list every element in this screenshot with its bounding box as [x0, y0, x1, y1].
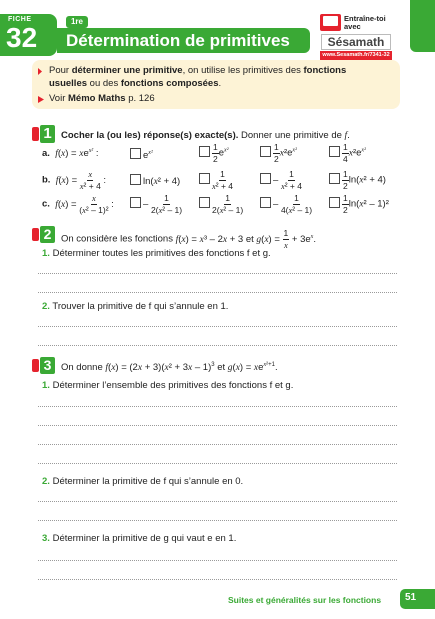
ex1-prompt-text: Donner une primitive de — [238, 130, 345, 141]
ex3-q3-label: 3. — [42, 533, 50, 544]
ex1-prompt-bold: Cocher la (ou les) réponse(s) exacte(s). — [61, 130, 239, 141]
fraction: $\frac{1}{\text{x² + 4}}$ — [280, 169, 302, 191]
ex1-b-choice-2[interactable] — [199, 170, 233, 190]
answer-line[interactable] — [38, 406, 397, 407]
intro-bold-3: usuelles — [49, 78, 88, 89]
fiche-number: 32 — [6, 22, 38, 53]
sesamath-line1: Entraîne-toi — [344, 14, 386, 23]
page-number: 51 — [405, 592, 417, 603]
page-number-tab — [400, 589, 435, 609]
row-b-function: f(x) = $\frac{x}{\text{x² + 4}}$ : — [55, 169, 107, 191]
answer-line[interactable] — [38, 501, 397, 502]
intro-text-3: ou des — [87, 78, 121, 89]
ex2-bullet-icon — [32, 228, 39, 241]
answer-line[interactable] — [38, 326, 397, 327]
memo-bold: Mémo Maths — [68, 93, 126, 104]
intro-box — [32, 60, 400, 109]
ex1-bullet-icon — [32, 127, 39, 141]
intro-text-4: . — [218, 78, 222, 89]
checkbox[interactable] — [130, 148, 141, 159]
ex1-row-b-label — [42, 170, 106, 190]
answer-line[interactable] — [38, 273, 397, 274]
checkbox[interactable] — [199, 173, 210, 184]
ex2-q1-label: 1. — [42, 248, 50, 259]
ex2-q1 — [42, 248, 271, 259]
ex3-q1-label: 1. — [42, 380, 50, 391]
checkbox[interactable] — [260, 146, 271, 157]
ex2-functions: f(x) = x³ – 2x + 3 et g(x) = $\frac{1}{x}$ + $3e^x$. — [175, 228, 316, 250]
checkbox[interactable] — [199, 146, 210, 157]
answer-line[interactable] — [38, 520, 397, 521]
ex1-number: 1 — [43, 125, 52, 142]
intro-memo-ref — [49, 92, 155, 105]
ex2-number-badge — [32, 226, 56, 243]
intro-bullet-icon — [38, 68, 42, 75]
sesamath-monitor-screen — [323, 16, 338, 26]
intro-bold-4: fonctions composées — [120, 78, 219, 89]
fraction: $\frac{1}{2}$ — [274, 142, 279, 164]
sesamath-url[interactable]: www.Sesamath.fr/7341-32 — [320, 51, 392, 60]
ex3-q2-label: 2. — [42, 476, 50, 487]
intro-bold-2: fonctions — [303, 65, 347, 76]
memo-text-1: Voir — [49, 93, 69, 104]
ex1-a-choice-2[interactable]: $\frac{1}{2}$ $e^{x^2}$ — [199, 143, 229, 163]
level-badge — [66, 16, 88, 28]
ex2-q2 — [42, 301, 228, 312]
ex1-row-a-label — [42, 148, 99, 159]
ex1-a-choice-3[interactable]: $\frac{1}{2}$ $x^2e^{x^2}$ — [260, 143, 297, 163]
fiche-badge — [0, 14, 57, 56]
checkbox[interactable] — [329, 197, 340, 208]
row-c-letter: c. — [42, 198, 50, 210]
ex3-q1 — [42, 380, 293, 391]
ex3-number-badge — [32, 357, 56, 374]
checkbox[interactable] — [260, 173, 271, 184]
sesamath-box — [320, 14, 392, 64]
answer-line[interactable] — [38, 463, 397, 464]
ex3-bullet-icon — [32, 359, 39, 372]
ex1-prompt-f: f — [344, 131, 348, 141]
ex2-q1-text: Déterminer toutes les primitives des fonctions f et g. — [52, 248, 271, 259]
checkbox[interactable] — [260, 197, 271, 208]
answer-line[interactable] — [38, 560, 397, 561]
memo-text-2: p. 126 — [125, 93, 155, 104]
fiche-label: FICHE — [8, 16, 32, 23]
ex3-prompt-text: On donne — [61, 362, 103, 374]
fraction: $\frac{1}{\text{x² + 4}}$ — [212, 169, 234, 191]
sesamath-logo: Sésamath — [321, 34, 391, 50]
ex1-b-choice-4[interactable]: $\frac{1}{2}$ ln(x² + 4) — [329, 170, 386, 190]
checkbox[interactable] — [329, 173, 340, 184]
ex2-q2-text: Trouver la primitive de f qui s’annule en 1. — [52, 301, 229, 312]
sesamath-line2: avec — [344, 22, 361, 31]
ex1-prompt-end: . — [347, 130, 350, 141]
ex3-q2-text: Déterminer la primitive de f qui s’annule en 0. — [52, 476, 244, 487]
ex1-number-badge — [32, 125, 56, 143]
ex1-b-choice-1[interactable]: ln(x² + 4) — [130, 174, 180, 187]
answer-line[interactable] — [38, 444, 397, 445]
ex1-b-choice-3[interactable]: – $\frac{1}{\text{x² + 4}}$ — [260, 170, 302, 190]
ex1-c-choice-3[interactable]: – $\frac{1}{\text{4(x² – 1)}}$ — [260, 194, 312, 214]
row-a-letter: a. — [42, 148, 50, 160]
checkbox[interactable] — [130, 197, 141, 208]
ex2-q2-label: 2. — [42, 301, 50, 312]
ex2-number: 2 — [43, 226, 52, 242]
ex3-q3-text: Déterminer la primitive de g qui vaut e en 1. — [52, 533, 237, 544]
ex1-c-choice-4[interactable]: $\frac{1}{2}$ ln(x² – 1)² — [329, 194, 389, 214]
fraction: $\frac{1}{\text{4(x² – 1)}}$ — [280, 193, 313, 215]
ex3-prompt — [61, 362, 278, 373]
ex3-functions: $f(x) = (2x + 3)(x^2 + 3x - 1)^3$ et $g(x) = xe^{x^2+1}$. — [105, 362, 278, 374]
row-b-letter: b. — [42, 174, 51, 186]
checkbox[interactable] — [329, 146, 340, 157]
ex3-q1-text: Déterminer l’ensemble des primitives des fonctions f et g. — [52, 380, 294, 391]
fraction: $\frac{1}{2}$ — [213, 142, 218, 164]
ex1-prompt — [61, 130, 350, 141]
answer-line[interactable] — [38, 292, 397, 293]
answer-line[interactable] — [38, 579, 397, 580]
answer-line[interactable] — [38, 345, 397, 346]
answer-line[interactable] — [38, 425, 397, 426]
fraction: $\frac{1}{\text{2(x² – 1)}}$ — [212, 193, 244, 215]
title-bar — [57, 28, 310, 53]
fraction: $\frac{1}{\text{2(x² – 1)}}$ — [150, 193, 183, 215]
fraction: $\frac{1}{2}$ — [343, 169, 348, 191]
ex1-row-c-label — [42, 194, 114, 214]
intro-text-2: , on utilise les primitives des — [182, 65, 304, 76]
intro-text-1: Pour — [49, 65, 72, 76]
page-title: Détermination de primitives — [66, 31, 290, 50]
ex1-c-choice-2[interactable] — [199, 194, 243, 214]
intro-bold-1: déterminer une primitive — [71, 65, 183, 76]
ex1-a-choice-4[interactable]: $\frac{1}{4}$ $x^2e^{x^2}$ — [329, 143, 366, 163]
level-badge-text: 1re — [70, 17, 83, 26]
fraction: $\frac{1}{4}$ — [343, 142, 348, 164]
checkbox[interactable] — [130, 174, 141, 185]
ex3-q2 — [42, 476, 243, 487]
ex1-a-choice-1[interactable]: $e^{x^2}$ — [130, 148, 153, 161]
fraction: $\frac{1}{2}$ — [343, 193, 348, 215]
intro-arrow-icon — [38, 96, 44, 103]
side-tab — [410, 0, 435, 52]
ex3-number: 3 — [43, 357, 52, 373]
row-a-function: $f(x) = xe^{x^2}$ : — [55, 148, 99, 160]
checkbox[interactable] — [199, 197, 210, 208]
intro-paragraph — [49, 64, 389, 90]
row-c-function: f(x) = $\frac{x}{\text{(x² – 1)²}}$ : — [55, 193, 114, 215]
footer-text: Suites et généralités sur les fonctions — [228, 595, 382, 605]
ex2-prompt — [61, 229, 316, 249]
ex1-c-choice-1[interactable]: – $\frac{1}{\text{2(x² – 1)}}$ — [130, 194, 182, 214]
ex2-prompt-text: On considère les fonctions — [61, 233, 173, 245]
ex3-q3 — [42, 533, 236, 544]
